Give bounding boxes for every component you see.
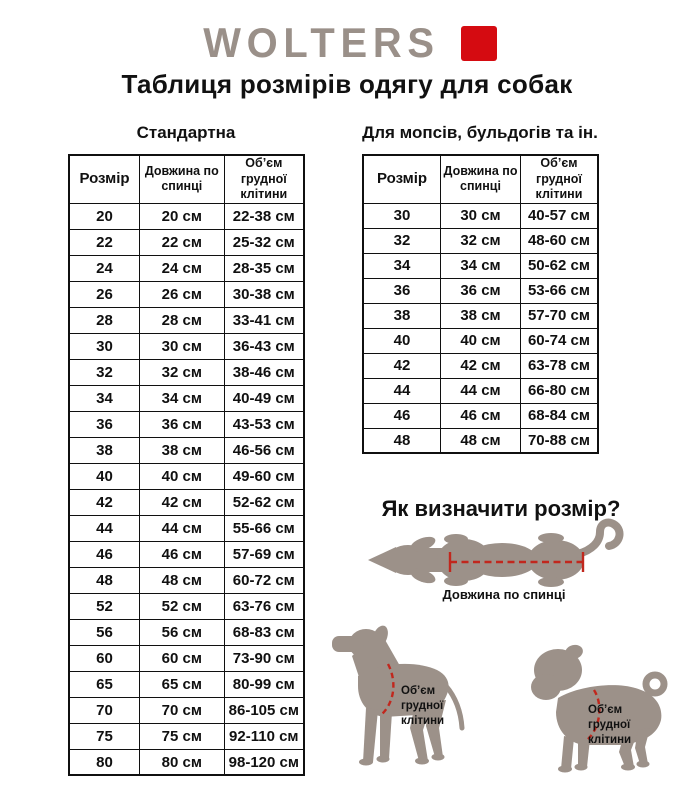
cell-chest-girth: 73-90 см: [224, 645, 304, 671]
table-row: [69, 645, 304, 671]
cell-size: 46: [69, 541, 140, 567]
table-row: [69, 489, 304, 515]
cell-chest-girth: 25-32 см: [224, 229, 304, 255]
back-length-label: Довжина по спинці: [442, 587, 566, 602]
cell-chest-girth: 22-38 см: [224, 203, 304, 229]
cell-size: 44: [363, 378, 441, 403]
cell-size: 30: [69, 333, 140, 359]
cell-size: 42: [69, 489, 140, 515]
cell-size: 75: [69, 723, 140, 749]
table-row: [69, 359, 304, 385]
cell-chest-girth: 36-43 см: [224, 333, 304, 359]
cell-chest-girth: 57-69 см: [224, 541, 304, 567]
cell-chest-girth: 66-80 см: [520, 378, 598, 403]
cell-back-length: 36 см: [140, 411, 225, 437]
cell-back-length: 40 см: [441, 328, 521, 353]
brand-logo-text: WOLTERS: [203, 19, 440, 66]
table-row: [363, 428, 598, 453]
table-row: [69, 619, 304, 645]
cell-chest-girth: 46-56 см: [224, 437, 304, 463]
cell-back-length: 44 см: [441, 378, 521, 403]
table-row: [363, 203, 598, 228]
cell-size: 32: [69, 359, 140, 385]
pugs-table-body: [363, 203, 598, 453]
cell-size: 36: [69, 411, 140, 437]
cell-back-length: 80 см: [140, 749, 225, 775]
cell-back-length: 48 см: [140, 567, 225, 593]
cell-chest-girth: 52-62 см: [224, 489, 304, 515]
header-size: Розмір: [363, 155, 441, 203]
cell-size: 34: [363, 253, 441, 278]
cell-back-length: 42 см: [140, 489, 225, 515]
cell-size: 30: [363, 203, 441, 228]
standard-size-table: [68, 154, 305, 776]
table-row: [363, 353, 598, 378]
cell-size: 38: [363, 303, 441, 328]
table-row: [69, 255, 304, 281]
cell-chest-girth: 40-57 см: [520, 203, 598, 228]
cell-size: 36: [363, 278, 441, 303]
cell-chest-girth: 55-66 см: [224, 515, 304, 541]
page-title: Таблиця розмірів одягу для собак: [121, 69, 573, 99]
table-row: [69, 593, 304, 619]
chest-girth-label: Об’єм грудної клітини: [588, 704, 632, 746]
cell-chest-girth: 70-88 см: [520, 428, 598, 453]
cell-chest-girth: 43-53 см: [224, 411, 304, 437]
table-row: [69, 229, 304, 255]
table-row: [69, 515, 304, 541]
cell-size: 26: [69, 281, 140, 307]
cell-chest-girth: 38-46 см: [224, 359, 304, 385]
cell-size: 44: [69, 515, 140, 541]
cell-chest-girth: 68-84 см: [520, 403, 598, 428]
cell-chest-girth: 80-99 см: [224, 671, 304, 697]
table-row: [69, 463, 304, 489]
standard-table-title: Стандартна: [136, 123, 236, 142]
cell-chest-girth: 33-41 см: [224, 307, 304, 333]
pugs-table-title: Для мопсів, бульдогів та ін.: [362, 123, 598, 142]
cell-size: 34: [69, 385, 140, 411]
cell-back-length: 22 см: [140, 229, 225, 255]
table-row: [69, 541, 304, 567]
cell-chest-girth: 28-35 см: [224, 255, 304, 281]
table-row: [69, 437, 304, 463]
table-row: [363, 378, 598, 403]
cell-size: 56: [69, 619, 140, 645]
table-row: [69, 697, 304, 723]
cell-size: 80: [69, 749, 140, 775]
cell-back-length: 34 см: [441, 253, 521, 278]
cell-back-length: 52 см: [140, 593, 225, 619]
dog-top-view-figure: [364, 518, 644, 598]
header-back-length: Довжина по спинці: [140, 155, 225, 203]
cell-size: 46: [363, 403, 441, 428]
cell-chest-girth: 53-66 см: [520, 278, 598, 303]
cell-back-length: 28 см: [140, 307, 225, 333]
table-row: [69, 411, 304, 437]
cell-size: 60: [69, 645, 140, 671]
table-row: [69, 385, 304, 411]
table-row: [69, 281, 304, 307]
cell-size: 42: [363, 353, 441, 378]
cell-back-length: 36 см: [441, 278, 521, 303]
cell-size: 70: [69, 697, 140, 723]
table-row: [363, 278, 598, 303]
cell-size: 24: [69, 255, 140, 281]
cell-size: 38: [69, 437, 140, 463]
how-to-heading: Як визначити розмір?: [381, 496, 621, 521]
cell-back-length: 75 см: [140, 723, 225, 749]
cell-chest-girth: 30-38 см: [224, 281, 304, 307]
cell-chest-girth: 68-83 см: [224, 619, 304, 645]
cell-size: 20: [69, 203, 140, 229]
cell-back-length: 44 см: [140, 515, 225, 541]
cell-back-length: 26 см: [140, 281, 225, 307]
brand-logo-red-square: [461, 26, 497, 61]
table-row: [69, 671, 304, 697]
cell-back-length: 32 см: [441, 228, 521, 253]
cell-back-length: 56 см: [140, 619, 225, 645]
cell-size: 28: [69, 307, 140, 333]
cell-back-length: 46 см: [441, 403, 521, 428]
cell-size: 48: [363, 428, 441, 453]
cell-chest-girth: 86-105 см: [224, 697, 304, 723]
cell-back-length: 30 см: [441, 203, 521, 228]
cell-back-length: 65 см: [140, 671, 225, 697]
cell-back-length: 60 см: [140, 645, 225, 671]
pugs-size-table: [362, 154, 599, 454]
cell-back-length: 40 см: [140, 463, 225, 489]
cell-chest-girth: 48-60 см: [520, 228, 598, 253]
cell-chest-girth: 40-49 см: [224, 385, 304, 411]
cell-size: 40: [363, 328, 441, 353]
cell-back-length: 34 см: [140, 385, 225, 411]
table-row: [363, 303, 598, 328]
cell-back-length: 42 см: [441, 353, 521, 378]
cell-back-length: 38 см: [140, 437, 225, 463]
cell-chest-girth: 63-76 см: [224, 593, 304, 619]
table-row: [69, 333, 304, 359]
cell-chest-girth: 60-72 см: [224, 567, 304, 593]
cell-chest-girth: 49-60 см: [224, 463, 304, 489]
header-size: Розмір: [69, 155, 140, 203]
cell-back-length: 38 см: [441, 303, 521, 328]
table-row: [363, 328, 598, 353]
table-row: [69, 749, 304, 775]
header-chest-girth: Об’єм грудної клітини: [224, 155, 304, 203]
cell-size: 40: [69, 463, 140, 489]
dog-top-view-silhouette-icon: [364, 518, 644, 598]
cell-back-length: 20 см: [140, 203, 225, 229]
cell-chest-girth: 98-120 см: [224, 749, 304, 775]
cell-back-length: 46 см: [140, 541, 225, 567]
table-row: [69, 567, 304, 593]
cell-size: 48: [69, 567, 140, 593]
cell-chest-girth: 60-74 см: [520, 328, 598, 353]
table-row: [363, 228, 598, 253]
chest-girth-label: Об’єм грудної клітини: [401, 685, 445, 727]
cell-back-length: 24 см: [140, 255, 225, 281]
cell-size: 22: [69, 229, 140, 255]
cell-back-length: 32 см: [140, 359, 225, 385]
cell-size: 65: [69, 671, 140, 697]
table-header-row: [363, 155, 598, 203]
table-row: [363, 403, 598, 428]
table-row: [69, 203, 304, 229]
cell-chest-girth: 63-78 см: [520, 353, 598, 378]
table-row: [69, 723, 304, 749]
cell-back-length: 30 см: [140, 333, 225, 359]
cell-size: 32: [363, 228, 441, 253]
cell-chest-girth: 92-110 см: [224, 723, 304, 749]
table-row: [69, 307, 304, 333]
header-back-length: Довжина по спинці: [441, 155, 521, 203]
cell-size: 52: [69, 593, 140, 619]
cell-back-length: 70 см: [140, 697, 225, 723]
table-row: [363, 253, 598, 278]
cell-chest-girth: 57-70 см: [520, 303, 598, 328]
cell-back-length: 48 см: [441, 428, 521, 453]
table-header-row: [69, 155, 304, 203]
cell-chest-girth: 50-62 см: [520, 253, 598, 278]
brand-logo: [0, 19, 694, 66]
standard-table-body: [69, 203, 304, 775]
header-chest-girth: Об’єм грудної клітини: [520, 155, 598, 203]
